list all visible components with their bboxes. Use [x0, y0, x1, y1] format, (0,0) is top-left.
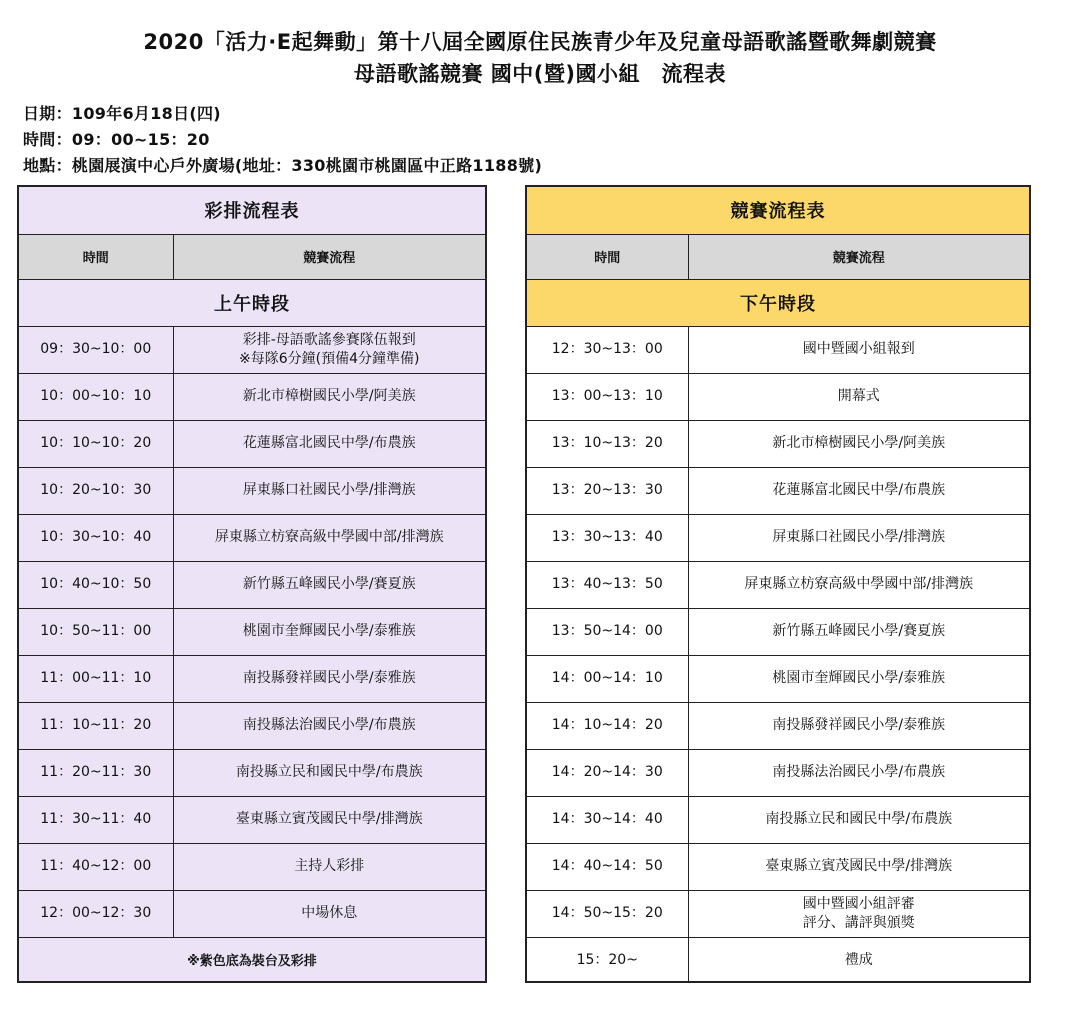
flow-text: 彩排-母語歌謠參賽隊伍報到: [242, 331, 416, 348]
competition-session-label: 下午時段: [526, 279, 1030, 326]
flow-cell: [173, 796, 486, 843]
schedule-row: [526, 702, 1030, 749]
flow-text: 國中暨國小組評審: [802, 895, 915, 912]
time-cell: 12：30~13：00: [526, 326, 688, 373]
flow-text: 屏東縣立枋寮高級中學國中部/排灣族: [214, 529, 444, 546]
schedule-row: [18, 749, 486, 796]
schedule-row: [526, 843, 1030, 890]
time-cell: 10：20~10：30: [18, 467, 173, 514]
event-time: 時間：09：00~15：20: [23, 130, 210, 149]
flow-text: 禮成: [844, 952, 873, 969]
flow-cell: [688, 749, 1030, 796]
schedule-row: [18, 796, 486, 843]
time-cell: 10：10~10：20: [18, 420, 173, 467]
flow-text: 新竹縣五峰國民小學/賽夏族: [772, 623, 946, 640]
flow-cell: [173, 514, 486, 561]
flow-cell: [688, 608, 1030, 655]
flow-text: 屏東縣立枋寮高級中學國中部/排灣族: [744, 576, 974, 593]
time-cell: 09：30~10：00: [18, 326, 173, 373]
competition-col-flow: 競賽流程: [688, 234, 1030, 279]
flow-cell: [173, 420, 486, 467]
flow-text: 南投縣法治國民小學/布農族: [242, 717, 416, 734]
flow-text: 臺東縣立賓茂國民中學/排灣族: [765, 858, 953, 875]
flow-text: 開幕式: [837, 388, 880, 405]
flow-text: 主持人彩排: [294, 858, 365, 875]
flow-text: 桃園市奎輝國民小學/泰雅族: [772, 670, 946, 687]
schedule-row: [18, 702, 486, 749]
flow-cell: [173, 608, 486, 655]
flow-cell: [173, 702, 486, 749]
schedule-row: [526, 467, 1030, 514]
time-cell: 14：00~14：10: [526, 655, 688, 702]
flow-note: ※每隊6分鐘(預備4分鐘準備): [239, 350, 420, 367]
flow-cell: [688, 890, 1030, 937]
time-cell: 11：10~11：20: [18, 702, 173, 749]
flow-cell: [688, 420, 1030, 467]
schedule-row: [526, 655, 1030, 702]
time-cell: 14：10~14：20: [526, 702, 688, 749]
schedule-row: [526, 608, 1030, 655]
rehearsal-session-label: 上午時段: [18, 279, 486, 326]
flow-text: 花蓮縣富北國民中學/布農族: [772, 482, 946, 499]
flow-text: 南投縣發祥國民小學/泰雅族: [242, 670, 416, 687]
rehearsal-schedule-table: [17, 185, 487, 983]
flow-cell: [173, 467, 486, 514]
schedule-row: [18, 608, 486, 655]
time-cell: 13：00~13：10: [526, 373, 688, 420]
document-subtitle: 母語歌謠競賽 國中(暨)國小組 流程表: [353, 62, 726, 86]
time-cell: 11：40~12：00: [18, 843, 173, 890]
time-cell: 11：20~11：30: [18, 749, 173, 796]
time-cell: 14：20~14：30: [526, 749, 688, 796]
time-cell: 13：20~13：30: [526, 467, 688, 514]
flow-text: 臺東縣立賓茂國民中學/排灣族: [235, 811, 423, 828]
flow-text: 屏東縣口社國民小學/排灣族: [242, 482, 416, 499]
flow-note: 評分、講評與頒獎: [802, 914, 915, 931]
schedule-row: [18, 655, 486, 702]
flow-cell: [173, 373, 486, 420]
flow-text: 南投縣發祥國民小學/泰雅族: [772, 717, 946, 734]
competition-table-title: 競賽流程表: [526, 186, 1030, 234]
time-cell: 14：30~14：40: [526, 796, 688, 843]
time-cell: 11：30~11：40: [18, 796, 173, 843]
schedule-row: [526, 420, 1030, 467]
schedule-row: [18, 890, 486, 937]
schedule-row: [18, 373, 486, 420]
time-cell: 15：20~: [526, 937, 688, 982]
flow-cell: [688, 937, 1030, 982]
flow-cell: [688, 796, 1030, 843]
time-cell: 10：40~10：50: [18, 561, 173, 608]
flow-cell: [173, 326, 486, 373]
rehearsal-col-flow: 競賽流程: [173, 234, 486, 279]
schedule-row: [18, 420, 486, 467]
flow-text: 中場休息: [301, 905, 358, 922]
flow-cell: [688, 514, 1030, 561]
flow-cell: [688, 326, 1030, 373]
schedule-row: [18, 326, 486, 373]
time-cell: 11：00~11：10: [18, 655, 173, 702]
time-cell: 10：00~10：10: [18, 373, 173, 420]
time-cell: 14：50~15：20: [526, 890, 688, 937]
flow-text: 南投縣立民和國民中學/布農族: [765, 811, 953, 828]
schedule-row: [18, 514, 486, 561]
flow-cell: [688, 655, 1030, 702]
schedule-row: [526, 890, 1030, 937]
flow-cell: [173, 655, 486, 702]
flow-text: 新竹縣五峰國民小學/賽夏族: [242, 576, 416, 593]
flow-text: 國中暨國小組報到: [802, 341, 915, 358]
competition-col-time: 時間: [526, 234, 688, 279]
time-cell: 13：30~13：40: [526, 514, 688, 561]
time-cell: 10：50~11：00: [18, 608, 173, 655]
time-cell: 13：40~13：50: [526, 561, 688, 608]
flow-text: 屏東縣口社國民小學/排灣族: [772, 529, 946, 546]
rehearsal-table-title: 彩排流程表: [18, 186, 486, 234]
flow-cell: [688, 561, 1030, 608]
flow-cell: [173, 749, 486, 796]
flow-cell: [688, 373, 1030, 420]
time-cell: 13：10~13：20: [526, 420, 688, 467]
schedule-row: [18, 561, 486, 608]
schedule-row: [526, 326, 1030, 373]
flow-text: 花蓮縣富北國民中學/布農族: [242, 435, 416, 452]
time-cell: 13：50~14：00: [526, 608, 688, 655]
schedule-row: [526, 373, 1030, 420]
schedule-row: [18, 843, 486, 890]
flow-cell: [688, 843, 1030, 890]
competition-schedule-table: [525, 185, 1031, 983]
schedule-row: [18, 467, 486, 514]
flow-text: 新北市樟樹國民小學/阿美族: [242, 388, 416, 405]
document-title: 2020「活力·E起舞動」第十八屆全國原住民族青少年及兒童母語歌謠暨歌舞劇競賽: [143, 30, 937, 54]
flow-cell: [173, 890, 486, 937]
flow-cell: [688, 467, 1030, 514]
time-cell: 14：40~14：50: [526, 843, 688, 890]
event-date: 日期：109年6月18日(四): [23, 104, 221, 123]
flow-cell: [173, 561, 486, 608]
flow-text: 桃園市奎輝國民小學/泰雅族: [242, 623, 416, 640]
schedule-row: [526, 796, 1030, 843]
flow-text: 新北市樟樹國民小學/阿美族: [772, 435, 946, 452]
schedule-row: [526, 561, 1030, 608]
schedule-row: [526, 749, 1030, 796]
flow-text: 南投縣法治國民小學/布農族: [772, 764, 946, 781]
flow-text: 南投縣立民和國民中學/布農族: [235, 764, 423, 781]
rehearsal-col-time: 時間: [18, 234, 173, 279]
event-place: 地點：桃園展演中心戶外廣場(地址：330桃園市桃園區中正路1188號): [23, 156, 543, 175]
schedule-row: [526, 937, 1030, 982]
time-cell: 12：00~12：30: [18, 890, 173, 937]
flow-cell: [173, 843, 486, 890]
schedule-row: [526, 514, 1030, 561]
rehearsal-footnote: ※紫色底為裝台及彩排: [18, 937, 486, 982]
time-cell: 10：30~10：40: [18, 514, 173, 561]
flow-cell: [688, 702, 1030, 749]
